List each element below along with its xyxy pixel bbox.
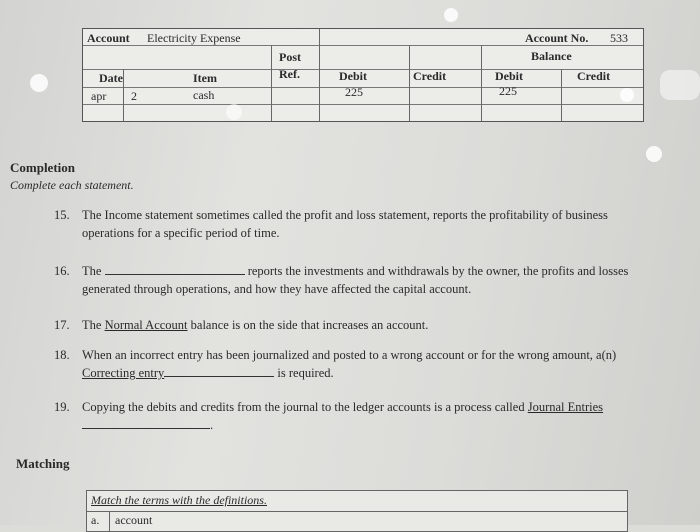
question-17 — [54, 316, 654, 334]
answer-blank[interactable] — [164, 364, 274, 377]
matching-divider — [109, 512, 110, 532]
answer-text[interactable]: Journal Entries — [527, 400, 604, 414]
question-number: 16. — [54, 264, 70, 278]
light-reflection — [444, 8, 458, 22]
question-number: 15. — [54, 208, 70, 222]
question-text — [82, 262, 654, 298]
answer-text[interactable]: Correcting entry — [82, 366, 165, 380]
post-ref-header-2: Ref. — [279, 67, 300, 81]
ledger-rule — [83, 104, 643, 105]
account-no-value: 533 — [610, 31, 628, 45]
question-text — [82, 398, 654, 434]
account-no-label: Account No. — [525, 31, 589, 45]
question-number: 18. — [54, 348, 70, 362]
entry-day: 2 — [131, 89, 137, 103]
answer-blank[interactable] — [105, 262, 245, 275]
question-number: 19. — [54, 400, 70, 414]
light-reflection — [30, 74, 48, 92]
question-text: The Income statement sometimes called the profit and loss statement, reports the profitability of business operations for a specific period of time. — [82, 208, 608, 240]
completion-instruction: Complete each statement. — [10, 178, 134, 192]
account-label: Account — [87, 31, 130, 45]
credit-header: Credit — [413, 69, 447, 83]
post-ref-header: Post — [279, 50, 301, 64]
ledger-divider — [409, 45, 410, 121]
matching-table — [86, 490, 628, 532]
question-text-after: is required. — [277, 366, 334, 380]
ledger-divider — [271, 45, 272, 121]
entry-month: apr — [91, 89, 107, 103]
question-text-before: The — [82, 264, 102, 278]
ledger-rule — [83, 87, 643, 88]
question-text-before: Copying the debits and credits from the journal to the ledger accounts is a process called — [82, 400, 525, 414]
question-19 — [54, 398, 654, 434]
matching-letter: a. — [91, 513, 100, 527]
question-text-before: When an incorrect entry has been journalized and posted to a wrong account or for the wrong amount, a(n) — [82, 348, 617, 362]
light-reflection — [660, 70, 700, 100]
date-header: Date — [99, 71, 123, 85]
light-reflection — [620, 88, 634, 102]
balance-credit-header: Credit — [577, 69, 611, 83]
matching-term: account — [115, 513, 153, 527]
item-header: Item — [193, 71, 217, 85]
question-text-after: . — [210, 418, 214, 432]
question-text — [82, 316, 654, 334]
entry-debit: 225 — [345, 85, 363, 99]
answer-blank[interactable] — [82, 416, 210, 429]
debit-header: Debit — [339, 69, 367, 83]
question-text-after: balance is on the side that increases an account. — [190, 318, 429, 332]
entry-item: cash — [193, 88, 215, 102]
ledger-divider — [481, 45, 482, 121]
ledger-account-form — [82, 28, 644, 122]
question-text-before: The — [82, 318, 102, 332]
question-16 — [54, 262, 654, 298]
question-text — [82, 346, 654, 382]
question-text-after: reports the investments and withdrawals by the owner, the profits and losses generated through operations, and how they have affected the capital account. — [82, 264, 629, 296]
completion-heading: Completion — [10, 160, 75, 175]
answer-text[interactable]: Normal Account — [104, 318, 188, 332]
light-reflection — [226, 104, 242, 120]
question-18 — [54, 346, 654, 382]
light-reflection — [646, 146, 662, 162]
ledger-divider — [123, 69, 124, 121]
balance-debit-header: Debit — [495, 69, 523, 83]
question-number: 17. — [54, 318, 70, 332]
balance-header: Balance — [531, 49, 572, 63]
matching-instruction: Match the terms with the definitions. — [91, 493, 267, 507]
account-name: Electricity Expense — [147, 31, 241, 45]
ledger-divider — [319, 29, 320, 121]
matching-row — [87, 511, 627, 532]
matching-heading: Matching — [16, 456, 70, 471]
entry-balance-debit: 225 — [499, 84, 517, 98]
ledger-divider — [561, 69, 562, 121]
question-15 — [54, 206, 654, 242]
